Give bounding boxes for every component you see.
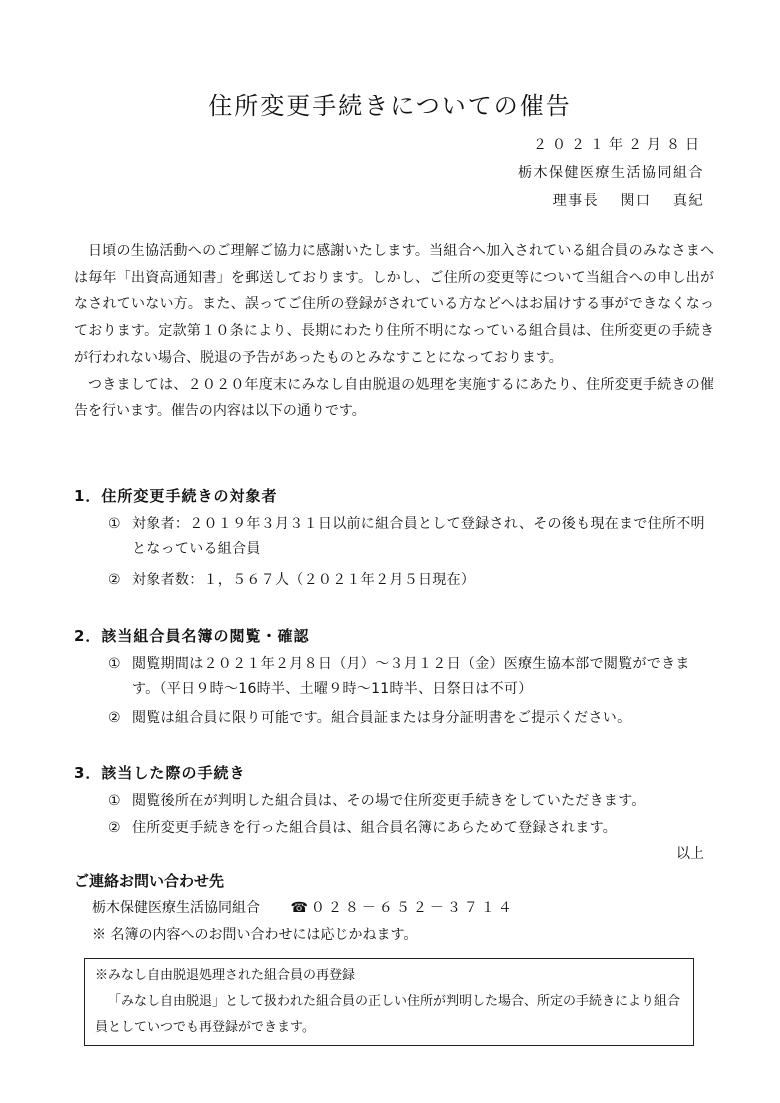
section-3-item-2 bbox=[108, 816, 708, 841]
section-3-item-1 bbox=[108, 789, 708, 814]
item-text: 対象者数：１，５６７人（２０２１年２月５日現在） bbox=[132, 572, 476, 588]
intro-paragraph-2: つきましては、２０２０年度末にみなし自由脱退の処理を実施するにあたり、住所変更手続きの催告を行います。催告の内容は以下の通りです。 bbox=[74, 376, 714, 420]
item-text: 閲覧期間は２０２１年２月８日（月）～３月１２日（金）医療生協本部で閲覧ができます。（平日９時～16時半、土曜９時～11時半、日祭日は不可） bbox=[132, 656, 690, 697]
section-1-heading: 1．住所変更手続きの対象者 bbox=[74, 487, 278, 505]
re-registration-notice-box bbox=[84, 958, 694, 1046]
section-2-item-2 bbox=[108, 706, 708, 731]
item-number: ① bbox=[108, 793, 121, 809]
item-text: 閲覧後所在が判明した組合員は、その場で住所変更手続きをしていただきます。 bbox=[132, 793, 646, 809]
issue-date: ２０２１年２月８日 bbox=[533, 137, 704, 153]
section-2-item-1 bbox=[108, 652, 708, 702]
item-number: ② bbox=[108, 710, 121, 726]
intro-paragraph-1: 日頃の生協活動へのご理解ご協力に感謝いたします。当組合へ加入されている組合員のみなさまへは毎年「出資高通知書」を郵送しております。しかし、ご住所の変更等について当組合への申し出がなされていない方。また、誤ってご住所の登録がされている方などへはお届けする事ができなくなっております。定款第１０条により、長期にわたり住所不明になっている組合員は、住所変更の手続きが行われない場合、脱退の予告があったものとみなすことになっております。 bbox=[74, 243, 714, 366]
notice-text: 「みなし自由脱退」として扱われた組合員の正しい住所が判明した場合、所定の手続きにより組合員としていつでも再登録ができます。 bbox=[95, 994, 681, 1035]
issuer-organization: 栃木保健医療生活協同組合 bbox=[518, 165, 704, 181]
item-number: ② bbox=[108, 572, 121, 588]
section-2-heading: 2．該当組合員名簿の閲覧・確認 bbox=[74, 627, 310, 645]
phone-icon: ☎ bbox=[290, 900, 311, 916]
contact-line bbox=[92, 897, 515, 917]
page-title: 住所変更手続きについての催告 bbox=[208, 92, 572, 120]
issuer-chair: 理事長 関口 真紀 bbox=[552, 193, 704, 209]
item-number: ② bbox=[108, 820, 121, 836]
contact-heading: ご連絡お問い合わせ先 bbox=[74, 872, 225, 890]
item-text: 住所変更手続きを行った組合員は、組合員名簿にあらためて登録されます。 bbox=[132, 820, 618, 836]
section-3-heading: 3．該当した際の手続き bbox=[74, 764, 246, 782]
item-number: ① bbox=[108, 516, 121, 532]
phone-number: ０２８－６５２－３７１４ bbox=[310, 900, 515, 916]
section-1-item-2 bbox=[108, 568, 708, 593]
section-1-item-1 bbox=[108, 512, 708, 562]
notice-heading: ※みなし自由脱退処理された組合員の再登録 bbox=[95, 968, 356, 983]
contact-organization: 栃木保健医療生活協同組合 bbox=[92, 900, 260, 916]
closing-mark: 以上 bbox=[676, 846, 704, 862]
item-number: ① bbox=[108, 656, 121, 672]
contact-note: ※ 名簿の内容へのお問い合わせには応じかねます。 bbox=[92, 927, 418, 943]
item-text: 対象者：２０１９年３月３１日以前に組合員として登録され、その後も現在まで住所不明となっている組合員 bbox=[132, 516, 705, 557]
intro-text bbox=[74, 238, 714, 425]
phone-number-group bbox=[290, 900, 514, 916]
item-text: 閲覧は組合員に限り可能です。組合員証または身分証明書をご提示ください。 bbox=[132, 710, 632, 726]
